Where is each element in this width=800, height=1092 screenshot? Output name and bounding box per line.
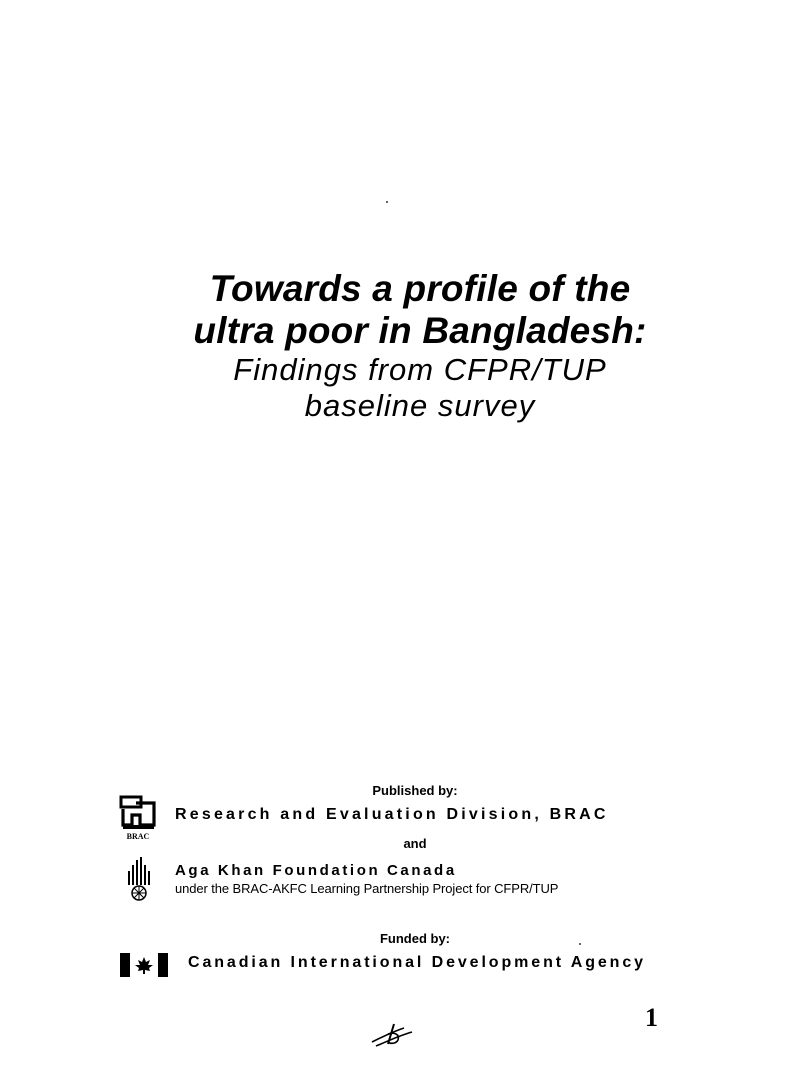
publisher-akfc-note: under the BRAC-AKFC Learning Partnership Project for CFPR/TUP (175, 881, 559, 896)
published-by-label: Published by: (372, 783, 458, 798)
title-line-1: Towards a profile of the (209, 268, 631, 309)
document-title (160, 268, 680, 424)
publisher-brac: Research and Evaluation Division, BRAC (175, 806, 609, 823)
page-number: 1 (645, 1003, 658, 1032)
title-line-3: Findings from CFPR/TUP (233, 352, 607, 387)
aga-khan-foundation-logo-icon (126, 857, 152, 901)
title-line-4: baseline survey (304, 388, 536, 423)
publisher-akfc: Aga Khan Foundation Canada (175, 862, 457, 879)
brac-logo-text: BRAC (126, 832, 150, 841)
funded-by-label: Funded by: (379, 931, 451, 946)
handwritten-mark-icon (370, 1020, 416, 1050)
stray-dot (386, 201, 388, 203)
and-label: and (403, 836, 427, 851)
brac-logo-icon (118, 795, 158, 841)
title-line-2: ultra poor in Bangladesh: (193, 310, 647, 351)
canada-flag-icon (120, 953, 168, 977)
funder-cida: Canadian International Development Agency (188, 954, 646, 971)
